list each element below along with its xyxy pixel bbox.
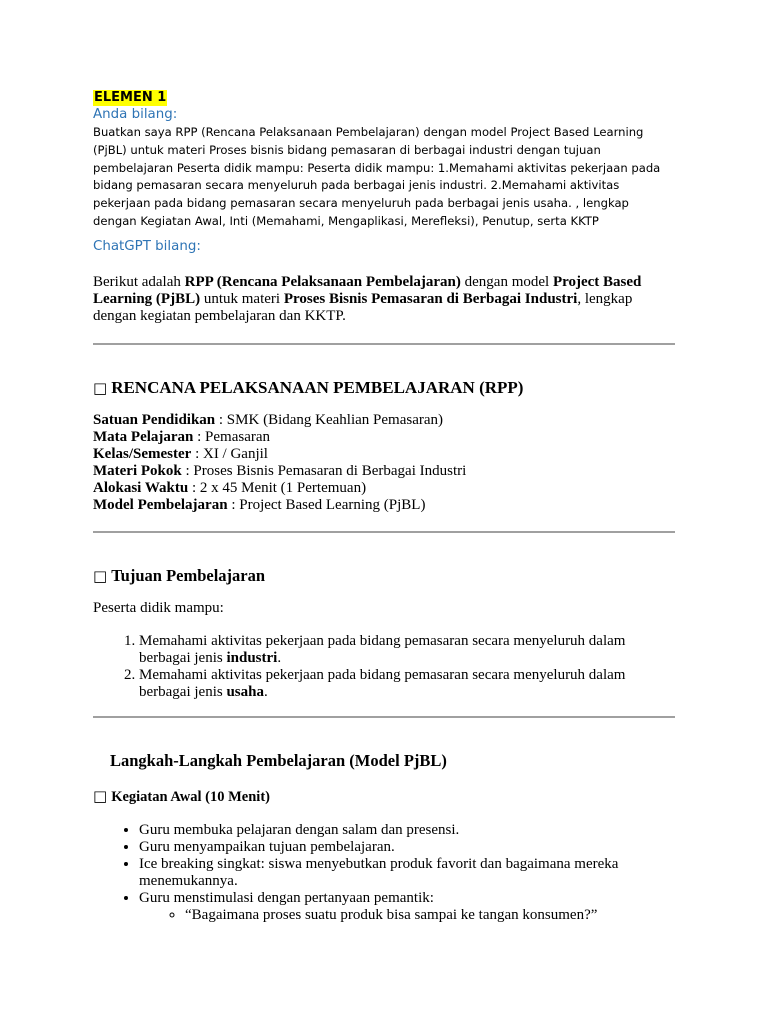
identity-line: Alokasi Waktu : 2 x 45 Menit (1 Pertemuan) [93, 479, 367, 496]
identity-line: Kelas/Semester : XI / Ganjil [93, 445, 268, 462]
list-item: • Guru membuka pelajaran dengan salam dan presensi. [139, 822, 675, 839]
list-item: • Guru menyampaikan tujuan pembelajaran. [139, 839, 675, 856]
tujuan-heading: □ Tujuan Pembelajaran [93, 565, 266, 585]
box-icon: □ [93, 786, 108, 805]
document-page [93, 88, 675, 924]
box-icon: □ [93, 566, 108, 585]
kegiatan-awal-heading: □ Kegiatan Awal (10 Menit) [93, 786, 270, 805]
list-item: 1. Memahami aktivitas pekerjaan pada bidang pemasaran secara menyeluruh dalam berbagai jenis industri. [139, 633, 675, 667]
rpp-identity-block [93, 412, 675, 514]
identity-line: Satuan Pendidikan : SMK (Bidang Keahlian Pemasaran) [93, 411, 444, 428]
tujuan-list [93, 633, 675, 701]
assistant-speaker-label: ChatGPT bilang: [93, 238, 201, 254]
sub-list-item: ◦ “Bagaimana proses suatu produk bisa sampai ke tangan konsumen?” [185, 907, 675, 924]
user-prompt: Buatkan saya RPP (Rencana Pelaksanaan Pembelajaran) dengan model Project Based Learning (PjBL) untuk materi Proses bisnis bidang pemasaran di berbagai industri dengan tujuan pembelajaran Peserta didik mampu: Peserta didik mampu: 1.Memahami aktivitas pekerjaan pada bidang pemasaran secara menyeluruh pada berbagai jenis industri. 2.Memahami aktivitas pekerjaan pada bidang pemasaran secara menyeluruh pada berbagai jenis usaha. , lengkap dengan Kegiatan Awal, Inti (Memahami, Mengaplikasi, Merefleksi), Penutup, serta KKTP [93, 125, 661, 228]
rpp-heading: □ RENCANA PELAKSANAAN PEMBELAJARAN (RPP) [93, 377, 524, 397]
list-item: • Ice breaking singkat: siswa menyebutkan produk favorit dan bagaimana mereka menemukannya. [139, 856, 675, 890]
element-label: ELEMEN 1 [94, 90, 167, 105]
list-item: 2. Memahami aktivitas pekerjaan pada bidang pemasaran secara menyeluruh dalam berbagai jenis usaha. [139, 667, 675, 701]
intro-paragraph: Berikut adalah RPP (Rencana Pelaksanaan Pembelajaran) dengan model Project Based Learning (PjBL) untuk materi Proses Bisnis Pemasaran di Berbagai Industri, lengkap dengan kegiatan pembelajaran dan KKTP. [93, 273, 642, 324]
box-icon: □ [93, 378, 108, 397]
langkah-heading: Langkah-Langkah Pembelajaran (Model PjBL) [110, 750, 447, 770]
list-item: • Guru menstimulasi dengan pertanyaan pemantik: ◦ “Bagaimana proses suatu produk bisa sampai ke tangan konsumen?” [139, 890, 675, 924]
sub-list [139, 907, 675, 924]
identity-line: Model Pembelajaran : Project Based Learning (PjBL) [93, 496, 426, 513]
identity-line: Mata Pelajaran : Pemasaran [93, 428, 271, 445]
divider [93, 343, 675, 345]
tujuan-intro: Peserta didik mampu: [93, 599, 224, 616]
divider [93, 531, 675, 533]
kegiatan-awal-list [93, 822, 675, 924]
user-speaker-label: Anda bilang: [93, 107, 178, 122]
identity-line: Materi Pokok : Proses Bisnis Pemasaran di Berbagai Industri [93, 462, 467, 479]
divider [93, 716, 675, 718]
